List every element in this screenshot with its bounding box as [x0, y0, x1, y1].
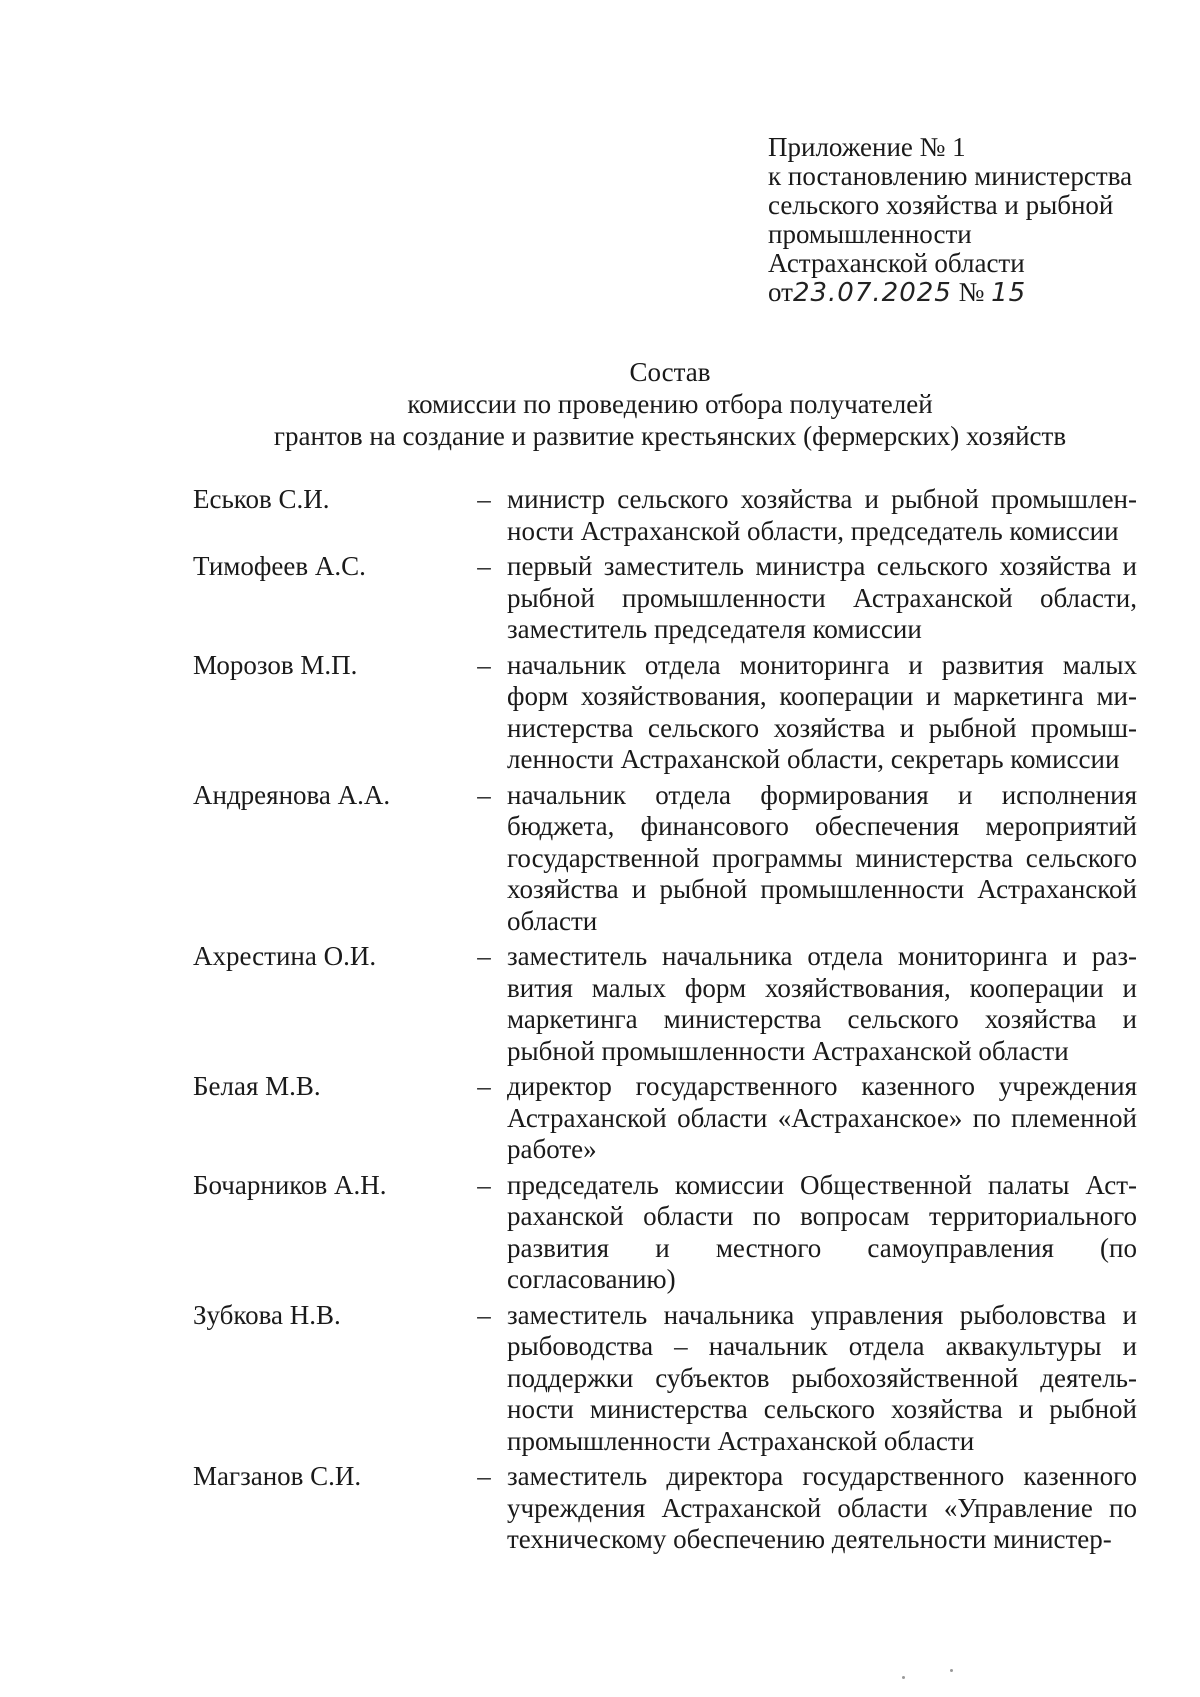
- member-row: [193, 941, 1143, 1067]
- member-role: министр сельского хозяйства и рыбной промышленности Астраханской области, председатель комиссии: [507, 484, 1137, 546]
- member-name: Еськов С.И.: [193, 484, 330, 514]
- title-subline: комиссии по проведению отбора получателей: [407, 389, 933, 419]
- scan-speck: [902, 1676, 905, 1679]
- member-name: Тимофеев А.С.: [193, 551, 366, 581]
- member-role: заместитель начальника отдела мониторинга и развития малых форм хозяйствования, кооперации и маркетинга министерства сельского хозяйства и рыбной промышленности Астраханской области: [507, 941, 1137, 1066]
- title-subline: грантов на создание и развитие крестьянских (фермерских) хозяйств: [273, 421, 1067, 451]
- appendix-header: [768, 133, 1168, 308]
- appendix-line: к постановлению министерства: [768, 161, 1133, 191]
- appendix-line: промышленности: [768, 219, 972, 249]
- handwritten-number: 15: [991, 278, 1027, 308]
- member-row: [193, 1170, 1143, 1296]
- date-prefix: от: [768, 277, 793, 307]
- member-row: [193, 1071, 1143, 1166]
- member-role: директор государственного казенного учреждения Астраханской области «Астраханское» по племенной работе»: [507, 1071, 1137, 1164]
- member-dash: –: [477, 941, 491, 971]
- member-name: Морозов М.П.: [193, 649, 358, 680]
- appendix-title: Приложение № 1: [768, 132, 966, 162]
- member-dash: –: [477, 1299, 491, 1330]
- member-row: [193, 1300, 1143, 1458]
- member-role: начальник отдела формирования и исполнения бюджета, финансового обеспечения мероприятий государственной программы министерства сельского хозяйства и рыбной промышленности Астраханской области: [507, 779, 1137, 936]
- member-row: [193, 484, 1143, 547]
- member-row: [193, 780, 1143, 938]
- member-role: первый заместитель министра сельского хозяйства и рыбной промышленности Астраханской области, заместитель председателя комиссии: [507, 551, 1137, 644]
- member-dash: –: [477, 484, 491, 514]
- member-dash: –: [477, 1071, 491, 1101]
- number-prefix: №: [958, 277, 985, 307]
- appendix-line: Астраханской области: [768, 248, 1025, 278]
- member-name: Зубкова Н.В.: [193, 1299, 341, 1330]
- member-role: заместитель директора государственного казенного учреждения Астраханской области «Управление по техническому обеспечению деятельности министер-: [507, 1461, 1137, 1554]
- member-dash: –: [477, 1461, 491, 1491]
- scan-speck: [950, 1669, 953, 1672]
- member-name: Белая М.В.: [193, 1071, 321, 1101]
- member-dash: –: [477, 1169, 491, 1200]
- member-dash: –: [477, 649, 491, 680]
- member-role: председатель комиссии Общественной палаты Астраханской области по вопросам территориального развития и местного самоуправления (по согласованию): [507, 1169, 1137, 1294]
- member-row: [193, 551, 1143, 646]
- member-name: Магзанов С.И.: [193, 1461, 362, 1491]
- member-name: Андреянова А.А.: [193, 779, 391, 810]
- member-name: Бочарников А.Н.: [193, 1169, 387, 1200]
- appendix-date-line: [768, 278, 1168, 308]
- handwritten-date: 23.07.2025: [792, 278, 952, 308]
- title-heading: Состав: [629, 357, 711, 387]
- appendix-line: сельского хозяйства и рыбной: [768, 190, 1114, 220]
- member-dash: –: [477, 551, 491, 581]
- member-row: [193, 650, 1143, 776]
- document-title: [0, 356, 1200, 452]
- member-role: начальник отдела мониторинга и развития малых форм хозяйствования, кооперации и маркетинга министерства сельского хозяйства и рыбной промышленности Астраханской области, секретарь комиссии: [507, 649, 1137, 774]
- member-name: Ахрестина О.И.: [193, 941, 377, 971]
- member-role: заместитель начальника управления рыболовства и рыбоводства – начальник отдела аквакультуры и поддержки субъектов рыбохозяйственной деятельности министерства сельского хозяйства и рыбной промышленности Астраханской области: [507, 1299, 1137, 1456]
- member-dash: –: [477, 779, 491, 810]
- member-row: [193, 1461, 1143, 1556]
- members-list: [193, 484, 1143, 1560]
